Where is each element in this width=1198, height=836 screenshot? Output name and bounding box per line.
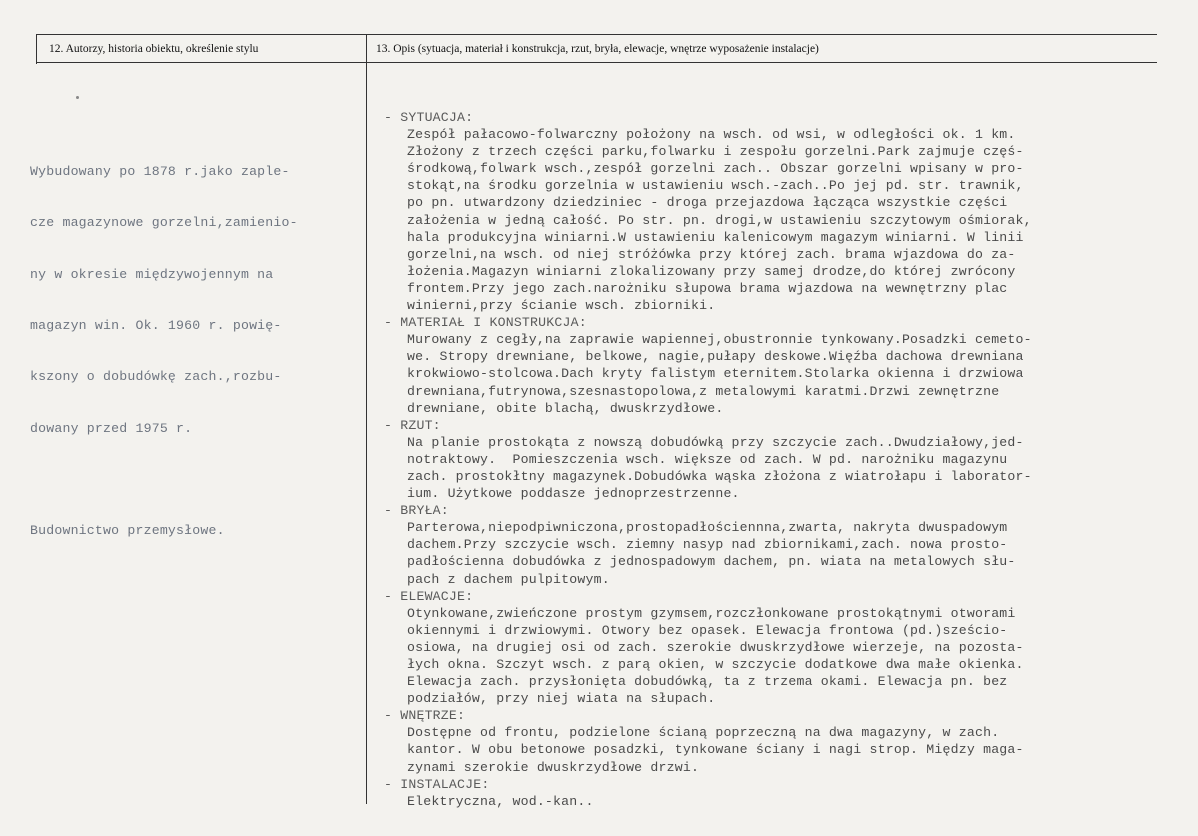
section-line: kantor. W obu betonowe posadzki, tynkowane ściany i nagi strop. Między maga- (407, 742, 1024, 758)
section-line: we. Stropy drewniane, belkowe, nagie,pułapy deskowe.Więźba dachowa drewniana (407, 349, 1024, 365)
section-line: hala produkcyjna winiarni.W ustawieniu kalenicowym magazym winiarni. W linii (407, 229, 1024, 245)
section-line: Elektryczna, wod.-kan.. (407, 793, 594, 809)
section-heading: - MATERIAŁ I KONSTRUKCJA: (384, 315, 587, 331)
section-line: podziałów, przy niej wiata na słupach. (407, 691, 716, 707)
section-heading: - RZUT: (384, 417, 441, 433)
history-line: magazyn win. Ok. 1960 r. powię- (30, 318, 282, 334)
section-heading: - BRYŁA: (384, 503, 449, 519)
section-line: gorzelni,na wsch. od niej stróżówka przy której zach. brama wjazdowa do za- (407, 246, 1016, 262)
top-rule (36, 34, 1157, 35)
ink-speck (76, 96, 79, 99)
section-line: osiowa, na drugiej osi od zach. szerokie dwuskrzydłowe wierzeje, na pozosta- (407, 639, 1024, 655)
description-text (384, 109, 1032, 810)
section-line: okiennymi i drzwiowymi. Otwory bez opasek. Elewacja frontowa (pd.)sześcio- (407, 622, 1008, 638)
section-line: środkową,folwark wsch.,zespół gorzelni zach.. Obszar gorzelni wpisany w pro- (407, 161, 1024, 177)
section-line: Na planie prostokąta z nowszą dobudówką przy szczycie zach..Dwudziałowy,jed- (407, 434, 1024, 450)
section-line: krokwiowo-stolcowa.Dach kryty falistym eternitem.Stolarka okienna i drzwiowa (407, 366, 1024, 382)
section-line: drewniane, obite blachą, dwuskrzydłowe. (407, 400, 724, 416)
section-line: założenia w jedną całość. Po str. pn. drogi,w ustawieniu szczytowym ośmiorak, (407, 212, 1032, 228)
section-line: zynami szerokie dwuskrzydłowe drzwi. (407, 759, 700, 775)
section-line: pach z dachem pulpitowym. (407, 571, 610, 587)
history-line: kszony o dobudówkę zach.,rozbu- (30, 369, 282, 385)
section-line: zach. prostokłtny magazynek.Dobudówka wąska złożona z wiatrołapu i laborator- (407, 468, 1032, 484)
section-line: łożenia.Magazyn winiarni zlokalizowany przy samej drodze,do której zwrócony (407, 263, 1016, 279)
history-line: cze magazynowe gorzelni,zamienio- (30, 215, 298, 231)
section-line: padłościenna dobudówka z jednospadowym dachem, pn. wiata na metalowych słu- (407, 554, 1016, 570)
section-line: ium. Użytkowe poddasze jednoprzestrzenne. (407, 486, 740, 502)
style-designation: Budownictwo przemysłowe. (30, 523, 225, 539)
column-divider (366, 34, 367, 804)
section-line: po pn. utwardzony dziedziniec - droga przejazdowa łącząca wszystkie części (407, 195, 1008, 211)
section-heading: - SYTUACJA: (384, 110, 474, 125)
section-line: dachem.Przy szczycie wsch. ziemny nasyp nad zbiornikami,zach. nowa prosto- (407, 537, 1008, 553)
section-line: stokąt,na środku gorzelnia w ustawieniu wsch.-zach..Po jej pd. str. trawnik, (407, 178, 1024, 194)
section-line: frontem.Przy jego zach.narożniku słupowa brama wjazdowa na wewnętrzny plac (407, 280, 1008, 296)
field-13-label: 13. Opis (sytuacja, materiał i konstrukcja, rzut, bryła, elewacje, wnętrze wyposażenie instalacje) (376, 43, 819, 55)
history-line: Wybudowany po 1878 r.jako zaple- (30, 164, 290, 180)
section-line: notraktowy. Pomieszczenia wsch. większe od zach. W pd. narożniku magazynu (407, 451, 1008, 467)
history-line: dowany przed 1975 r. (30, 420, 193, 436)
section-line: Murowany z cegły,na zaprawie wapiennej,obustronnie tynkowany.Posadzki cemeto- (407, 332, 1032, 348)
header-rule (36, 62, 1157, 63)
section-heading: - INSTALACJE: (384, 776, 490, 792)
left-border (36, 34, 37, 64)
history-line: ny w okresie międzywojennym na (30, 266, 274, 282)
section-line: Parterowa,niepodpiwniczona,prostopadłościennna,zwarta, nakryta dwuspadowym (407, 520, 1008, 536)
section-line: Dostępne od frontu, podzielone ścianą poprzeczną na dwa magazyny, w zach. (407, 725, 1000, 741)
section-line: Złożony z trzech części parku,folwarku i zespołu gorzelni.Park zajmuje częś- (407, 144, 1024, 160)
section-heading: - WNĘTRZE: (384, 708, 466, 724)
field-12-label: 12. Autorzy, historia obiektu, określenie stylu (49, 43, 259, 55)
section-line: winierni,przy ścianie wsch. zbiorniki. (407, 298, 716, 314)
section-line: Otynkowane,zwieńczone prostym gzymsem,rozczłonkowane prostokątnymi otworami (407, 605, 1016, 621)
section-line: Zespół pałacowo-folwarczny położony na wsch. od wsi, w odległości ok. 1 km. (407, 127, 1016, 143)
section-heading: - ELEWACJE: (384, 588, 474, 604)
section-line: drewniana,futrynowa,szesnastopolowa,z metalowymi karatmi.Drzwi zewnętrzne (407, 383, 1000, 399)
section-line: łych okna. Szczyt wsch. z parą okien, w szczycie dodatkowe dwa małe okienka. (407, 657, 1024, 672)
section-line: Elewacja zach. przysłonięta dobudówką, ta z trzema okami. Elewacja pn. bez (407, 674, 1008, 690)
history-text (30, 129, 298, 556)
spacer (30, 471, 298, 488)
